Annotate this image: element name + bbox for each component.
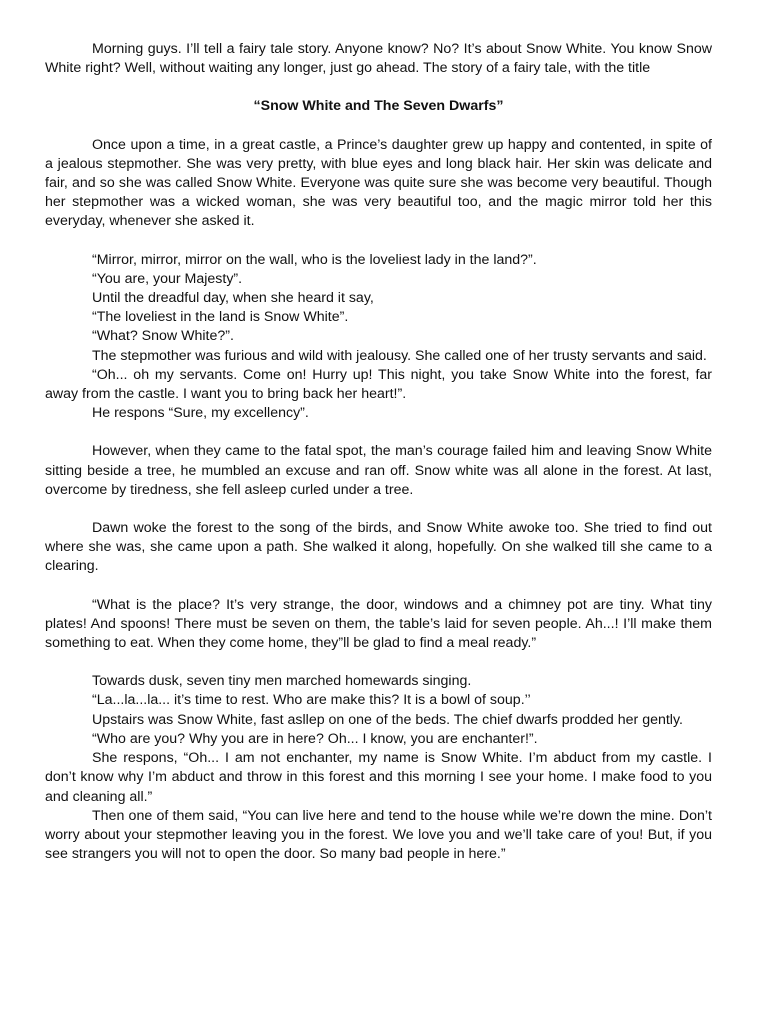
dialog-dwarf-offer: Then one of them said, “You can live here and tend to the house while we’re down the mine. Don’t worry about your stepmother leaving you in the forest. We love you and we’ll take care of you! But, if you see strangers you will not to open the door. So many bad people in here.” xyxy=(45,807,712,863)
narration-upstairs: Upstairs was Snow White, fast asllep on one of the beds. The chief dwarfs prodded her gently. xyxy=(92,711,683,728)
paragraph-tiny-house: “What is the place? It’s very strange, the door, windows and a chimney pot are tiny. What tiny plates! And spoons! There must be seven on them, the table’s laid for seven people. Ah...! I’ll make them something to eat. When they come home, they”ll be glad to find a meal ready.” xyxy=(45,596,712,652)
story-title: “Snow White and The Seven Dwarfs” xyxy=(253,98,504,115)
dialog-what-snow-white: “What? Snow White?”. xyxy=(92,328,234,345)
narration-dusk: Towards dusk, seven tiny men marched homewards singing. xyxy=(92,673,472,690)
document-body xyxy=(45,40,712,864)
dialog-dwarfs-singing: “La...la...la... it’s time to rest. Who are make this? It is a bowl of soup.’’ xyxy=(92,692,531,709)
narration-stepmother-furious: The stepmother was furious and wild with jealousy. She called one of her trusty servants and said. xyxy=(92,347,707,364)
intro-paragraph: Morning guys. I’ll tell a fairy tale story. Anyone know? No? It’s about Snow White. You know Snow White right? Well, without waiting any longer, just go ahead. The story of a fairy tale, with the title xyxy=(45,41,712,77)
paragraph-dawn: Dawn woke the forest to the song of the birds, and Snow White awoke too. She tried to find out where she was, she came upon a path. She walked it along, hopefully. On she walked till she came to a clearing. xyxy=(45,520,712,575)
dialog-who-are-you: “Who are you? Why you are in here? Oh... I know, you are enchanter!”. xyxy=(92,730,538,747)
dialog-loveliest-snow-white: “The loveliest in the land is Snow White”. xyxy=(92,309,349,326)
narration-dreadful-day: Until the dreadful day, when she heard it say, xyxy=(92,290,374,307)
dialog-servant-order: “Oh... oh my servants. Come on! Hurry up! This night, you take Snow White into the forest, far away from the castle. I want you to bring back her heart!”. xyxy=(45,366,712,403)
dialog-snow-white-response: She respons, “Oh... I am not enchanter, my name is Snow White. I’m abduct from my castle. I don’t know why I’m abduct and throw in this forest and this morning I see your home. I make food to you and cleaning all.” xyxy=(45,750,712,805)
paragraph-fatal-spot: However, when they came to the fatal spot, the man’s courage failed him and leaving Snow White sitting beside a tree, he mumbled an excuse and ran off. Snow white was all alone in the forest. At last, overcome by tiredness, she fell asleep curled under a tree. xyxy=(45,443,712,498)
dialog-servant-response: He respons “Sure, my excellency”. xyxy=(92,405,309,422)
paragraph-once-upon-a-time: Once upon a time, in a great castle, a Prince’s daughter grew up happy and contented, in spite of a jealous stepmother. She was very pretty, with blue eyes and long black hair. Her skin was delicate and fair, and so she was called Snow White. Everyone was quite sure she was become very beautiful. Though her stepmother was a wicked woman, she was very beautiful too, and the magic mirror told her this everyday, whenever she asked it. xyxy=(45,136,712,230)
dialog-mirror-answer: “You are, your Majesty”. xyxy=(92,270,243,287)
dialog-mirror-question: “Mirror, mirror, mirror on the wall, who is the loveliest lady in the land?”. xyxy=(92,251,537,268)
